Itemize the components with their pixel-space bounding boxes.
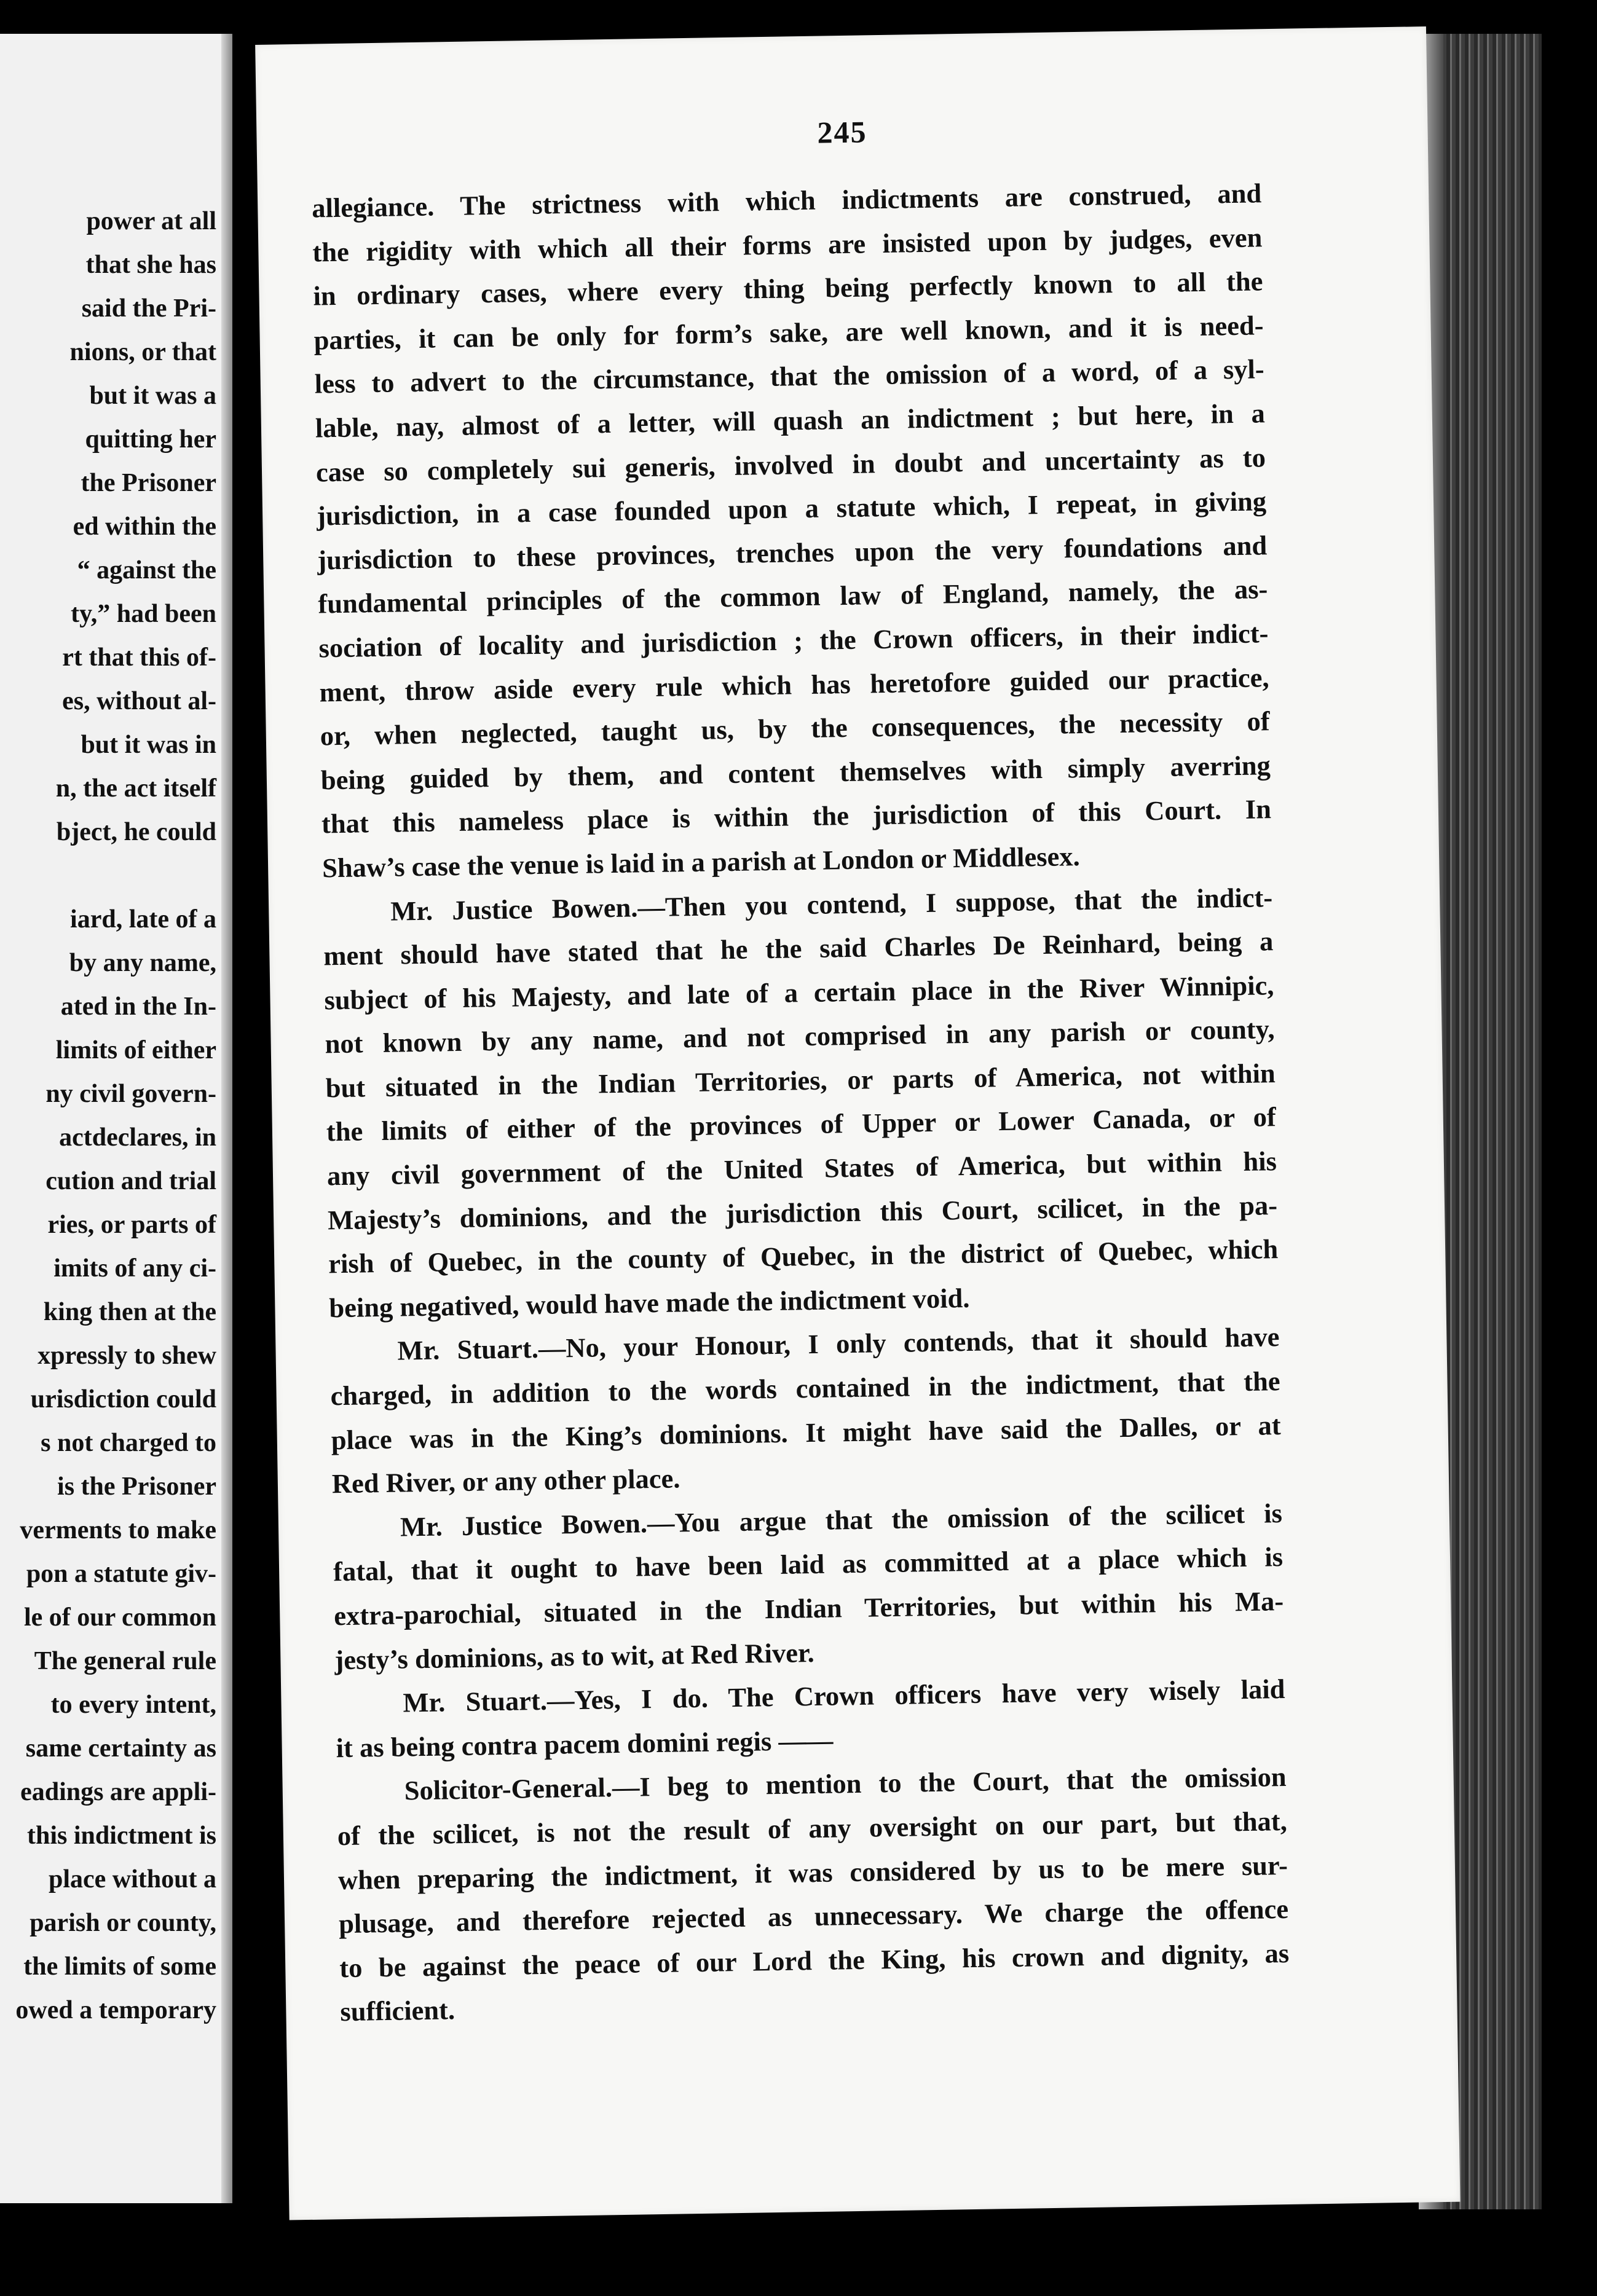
text-line: sociation of locality and jurisdiction ; the Crown officers, in their indict- xyxy=(318,618,1269,664)
left-page-line: quitting her xyxy=(85,425,216,454)
text-line: in ordinary cases, where every thing being perfectly known to all the xyxy=(313,265,1263,312)
text-line: jesty’s dominions, as to wit, at Red River. xyxy=(334,1637,815,1675)
text-line: of the scilicet, is not the result of any oversight on our part, but that, xyxy=(337,1805,1288,1852)
text-line: being guided by them, and content themselves with simply averring xyxy=(320,749,1271,796)
left-page-line: said the Pri- xyxy=(81,294,216,323)
left-page-line: cution and trial xyxy=(45,1167,216,1195)
page-body-text xyxy=(312,171,1290,2034)
text-line: Mr. Justice Bowen.—You argue that the omission of the scilicet is xyxy=(400,1497,1283,1543)
text-line: Solicitor-General.—I beg to mention to the Court, that the omission xyxy=(404,1761,1287,1806)
left-page-line: verments to make xyxy=(20,1516,216,1544)
left-page-line: s not charged to xyxy=(41,1429,216,1457)
left-page-line: place without a xyxy=(49,1865,216,1893)
left-page-line: same certainty as xyxy=(25,1734,216,1763)
text-line: ment, throw aside every rule which has heretofore guided our practice, xyxy=(319,661,1269,707)
left-page-line: nions, or that xyxy=(69,338,216,366)
text-line: jurisdiction, in a case founded upon a statute which, I repeat, in giving xyxy=(316,486,1267,532)
text-line: the rigidity with which all their forms are insisted upon by judges, even xyxy=(312,221,1263,268)
left-page-line: urisdiction could xyxy=(30,1385,216,1413)
left-page-line: es, without al- xyxy=(62,687,216,715)
left-page-line: iard, late of a xyxy=(70,905,216,934)
left-page-line: to every intent, xyxy=(50,1691,216,1719)
left-page-line: ated in the In- xyxy=(60,993,216,1021)
text-line: Majesty’s dominions, and the jurisdiction this Court, scilicet, in the pa- xyxy=(327,1189,1278,1235)
left-page-line: the limits of some xyxy=(23,1952,216,1981)
left-facing-page xyxy=(0,34,232,2203)
left-page-line xyxy=(0,854,216,898)
text-line: Mr. Stuart.—Yes, I do. The Crown officers have very wisely laid xyxy=(403,1673,1285,1718)
left-page-line: this indictment is xyxy=(26,1822,216,1850)
text-line: to be against the peace of our Lord the King, his crown and dignity, as xyxy=(339,1937,1290,1983)
text-line: when preparing the indictment, it was considered by us to be mere sur- xyxy=(337,1849,1288,1895)
text-line: jurisdiction to these provinces, trenches upon the very foundations and xyxy=(317,529,1268,576)
left-page-line: n, the act itself xyxy=(55,774,216,803)
text-line: plusage, and therefore rejected as unnecessary. We charge the offence xyxy=(338,1893,1289,1940)
left-page-line: actdeclares, in xyxy=(59,1123,216,1152)
text-line: less to advert to the circumstance, that the omission of a word, of a syl- xyxy=(314,353,1265,399)
text-line: Red River, or any other place. xyxy=(331,1463,680,1500)
left-page-line: that she has xyxy=(85,251,216,279)
text-line: rish of Quebec, in the county of Quebec, in the district of Quebec, which xyxy=(328,1233,1279,1280)
text-line: allegiance. The strictness with which indictments are construed, and xyxy=(311,178,1262,224)
left-page-line: king then at the xyxy=(43,1298,216,1326)
text-line: subject of his Majesty, and late of a certain place in the River Winnipic, xyxy=(324,969,1274,1016)
text-line: Shaw’s case the venue is laid in a parish at London or Middlesex. xyxy=(321,840,1080,884)
text-line: lable, nay, almost of a letter, will quash an indictment ; but here, in a xyxy=(315,398,1266,444)
text-line: parties, it can be only for form’s sake, are well known, and it is need- xyxy=(313,310,1264,356)
left-page-line: rt that this of- xyxy=(62,643,216,672)
text-line: or, when neglected, taught us, by the consequences, the necessity of xyxy=(320,706,1270,752)
left-page-line: but it was in xyxy=(81,731,216,759)
text-line: charged, in addition to the words contained in the indictment, that the xyxy=(330,1366,1280,1412)
left-page-line: eadings are appli- xyxy=(20,1778,216,1806)
text-line: the limits of either of the provinces of Upper or Lower Canada, or of xyxy=(326,1101,1277,1147)
text-line: that this nameless place is within the jurisdiction of this Court. In xyxy=(321,793,1272,839)
text-line: fatal, that it ought to have been laid as committed at a place which is xyxy=(333,1541,1284,1587)
text-line: sufficient. xyxy=(340,1994,455,2027)
left-page-line: pon a statute giv- xyxy=(26,1560,216,1588)
left-page-line: owed a temporary xyxy=(15,1996,216,2024)
left-page-line: imits of any ci- xyxy=(53,1254,216,1283)
left-page-line: The general rule xyxy=(34,1647,216,1675)
left-page-line: ed within the xyxy=(73,513,216,541)
text-line: place was in the King’s dominions. It might have said the Dalles, or at xyxy=(331,1409,1281,1455)
left-page-line: xpressly to shew xyxy=(37,1342,216,1370)
left-page-line: ny civil govern- xyxy=(45,1080,216,1108)
text-line: case so completely sui generis, involved in doubt and uncertainty as to xyxy=(315,441,1266,488)
left-page-line: the Prisoner xyxy=(81,469,216,497)
text-line: extra-parochial, situated in the Indian Territories, but within his Ma- xyxy=(333,1585,1284,1632)
text-line: Mr. Stuart.—No, your Honour, I only contends, that it should have xyxy=(397,1321,1280,1367)
left-page-line: limits of either xyxy=(55,1036,216,1064)
text-line: any civil government of the United States of America, but within his xyxy=(326,1146,1277,1192)
text-line: Mr. Justice Bowen.—Then you contend, I suppose, that the indict- xyxy=(390,881,1273,927)
text-line: but situated in the Indian Territories, or parts of America, not within xyxy=(325,1057,1276,1104)
left-page-line: by any name, xyxy=(69,949,216,977)
left-page-line: but it was a xyxy=(89,382,216,410)
text-line: ment should have stated that he the said Charles De Reinhard, being a xyxy=(323,926,1274,972)
left-page-line: is the Prisoner xyxy=(57,1472,216,1501)
left-page-text xyxy=(0,200,216,2032)
text-line: fundamental principles of the common law of England, namely, the as- xyxy=(318,573,1268,619)
left-page-line: ries, or parts of xyxy=(47,1211,216,1239)
page-number: 245 xyxy=(817,114,867,150)
text-line: not known by any name, and not comprised in any parish or county, xyxy=(325,1013,1275,1060)
left-page-line: “ against the xyxy=(77,556,216,584)
left-page-line: ty,” had been xyxy=(71,600,216,628)
left-page-line: power at all xyxy=(86,207,216,235)
book-page xyxy=(255,26,1460,2220)
left-page-line: le of our common xyxy=(23,1603,216,1632)
left-page-line: parish or county, xyxy=(30,1909,216,1937)
text-line: it as being contra pacem domini regis —— xyxy=(336,1724,834,1764)
left-page-line: bject, he could xyxy=(56,818,216,846)
text-line: being negatived, would have made the indictment void. xyxy=(329,1282,970,1324)
